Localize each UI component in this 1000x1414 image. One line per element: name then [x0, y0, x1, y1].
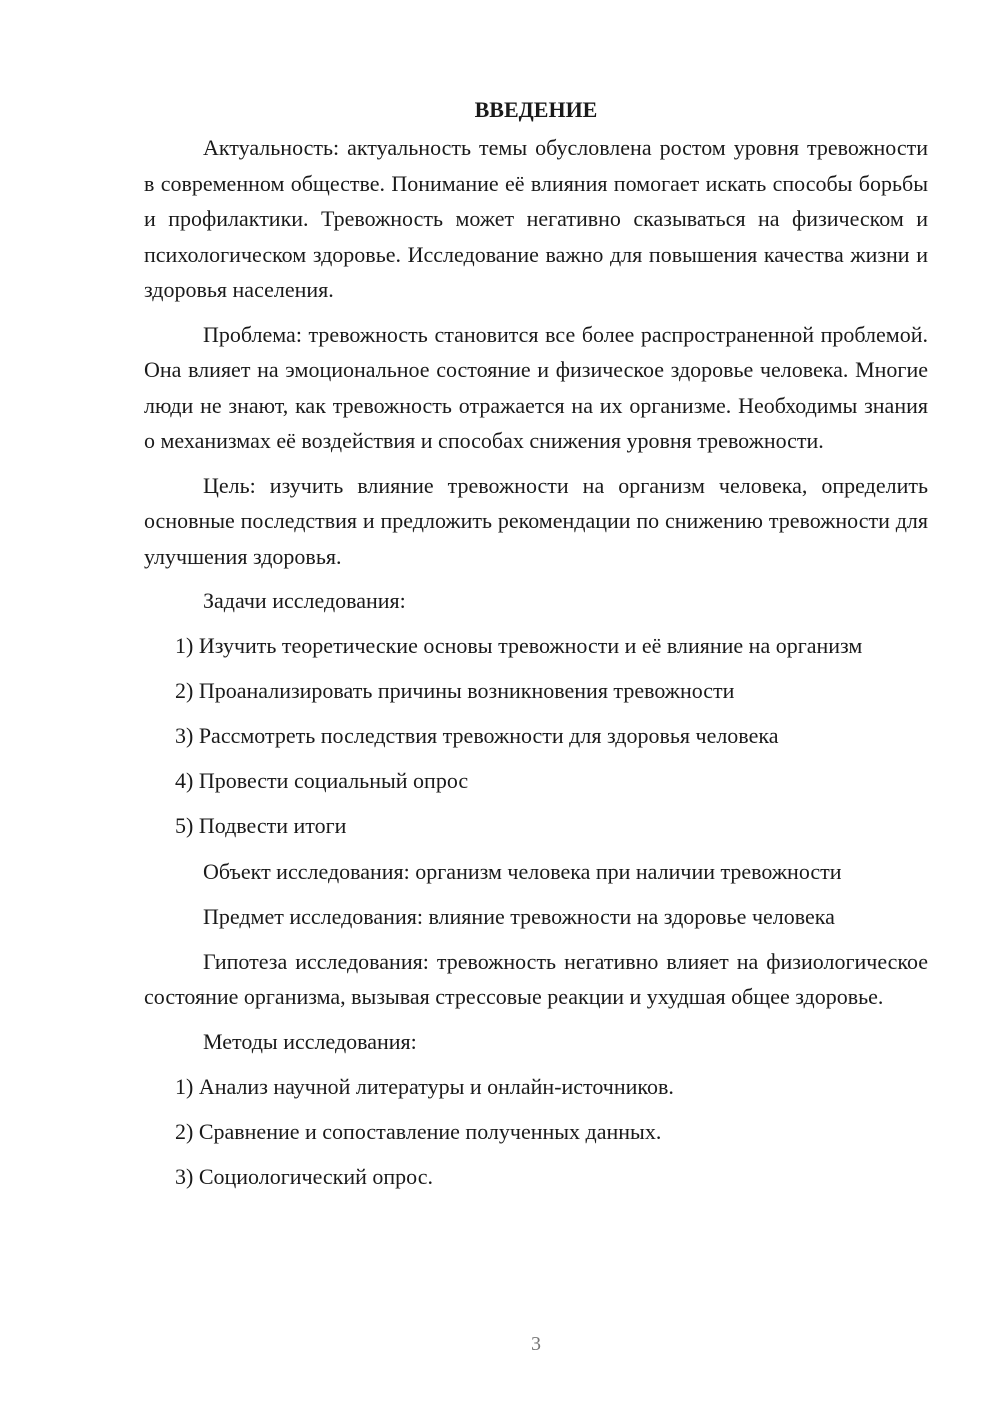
subject-paragraph: Предмет исследования: влияние тревожности на здоровье человека — [203, 903, 835, 929]
method-item-3: 3) Социологический опрос. — [175, 1164, 433, 1190]
problem-paragraph: Проблема: тревожность становится все более распространенной проблемой. Она влияет на эмоциональное состояние и физическое здоровье человека. Многие люди не знают, как тревожность отражается на их организме. Необходимы знания о механизмах её воздействия и способах снижения уровня тревожности. — [144, 321, 928, 453]
task-item-2: 2) Проанализировать причины возникновения тревожности — [175, 678, 735, 704]
object-paragraph: Объект исследования: организм человека при наличии тревожности — [203, 858, 842, 884]
page-content — [144, 92, 928, 1204]
task-item-4: 4) Провести социальный опрос — [175, 768, 469, 794]
task-item-5: 5) Подвести итоги — [175, 813, 347, 839]
tasks-heading: Задачи исследования: — [203, 588, 406, 613]
method-item-2: 2) Сравнение и сопоставление полученных данных. — [175, 1118, 662, 1144]
goal-paragraph: Цель: изучить влияние тревожности на организм человека, определить основные последствия и предложить рекомендации по снижению тревожности для улучшения здоровья. — [144, 472, 928, 569]
task-item-3: 3) Рассмотреть последствия тревожности для здоровья человека — [175, 723, 779, 749]
method-item-1: 1) Анализ научной литературы и онлайн-источников. — [175, 1073, 674, 1099]
page-number: 3 — [531, 1333, 541, 1355]
page-title: ВВЕДЕНИЕ — [474, 97, 598, 122]
hypothesis-paragraph: Гипотеза исследования: тревожность негативно влияет на физиологическое состояние организма, вызывая стрессовые реакции и ухудшая общее здоровье. — [144, 948, 928, 1010]
task-item-1: 1) Изучить теоретические основы тревожности и её влияние на организм — [175, 633, 863, 659]
relevance-paragraph: Актуальность: актуальность темы обусловлена ростом уровня тревожности в современном обществе. Понимание её влияния помогает искать способы борьбы и профилактики. Тревожность может негативно сказываться на физическом и психологическом здоровье. Исследование важно для повышения качества жизни и здоровья населения. — [144, 135, 928, 302]
methods-heading: Методы исследования: — [203, 1028, 417, 1054]
